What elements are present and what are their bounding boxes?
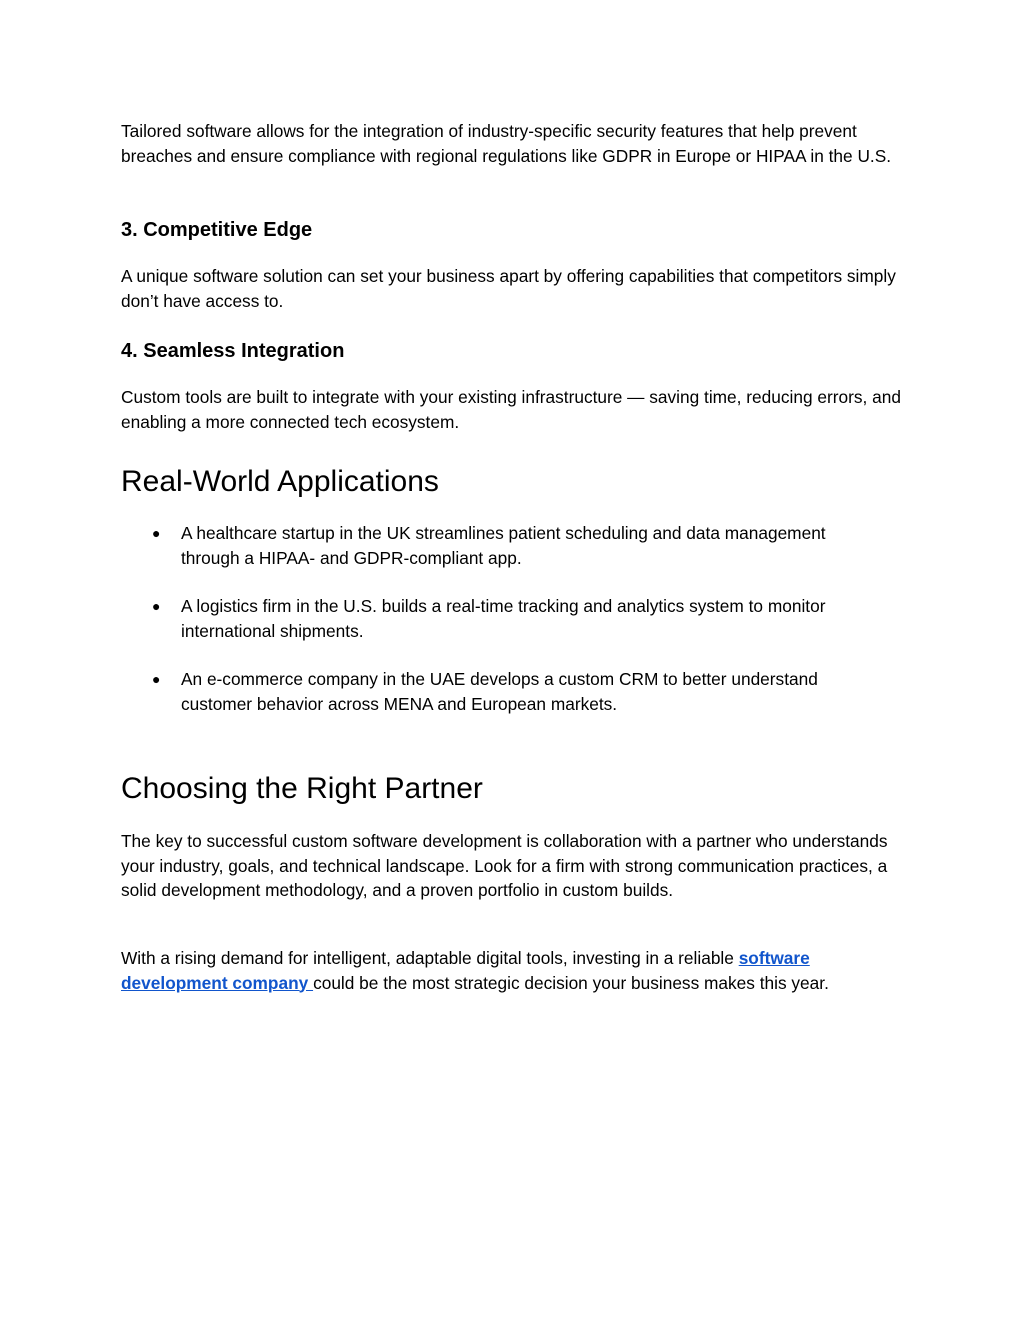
closing-text-after-link: could be the most strategic decision your business makes this year. [313, 972, 829, 993]
heading-real-world-applications: Real-World Applications [121, 465, 439, 498]
bullet-icon: ● [152, 598, 161, 614]
list-item-text: A healthcare startup in the UK streamlines patient scheduling and data management through a HIPAA- and GDPR-compliant app. [181, 523, 826, 568]
list-item-text: A logistics firm in the U.S. builds a real-time tracking and analytics system to monitor international shipments. [181, 596, 826, 641]
closing-paragraph [121, 946, 911, 995]
list-item-text: An e-commerce company in the UAE develops a custom CRM to better understand customer behavior across MENA and European markets. [181, 669, 818, 714]
bullet-icon: ● [152, 525, 161, 541]
heading-choosing-partner: Choosing the Right Partner [121, 772, 483, 805]
seamless-integration-body: Custom tools are built to integrate with your existing infrastructure — saving time, reducing errors, and enabling a more connected tech ecosystem. [121, 387, 901, 432]
intro-paragraph: Tailored software allows for the integration of industry-specific security features that help prevent breaches and ensure compliance with regional regulations like GDPR in Europe or HIPAA in the U.S. [121, 121, 892, 166]
software-development-company-link[interactable]: software development company [121, 948, 810, 993]
closing-text-before-link: With a rising demand for intelligent, adaptable digital tools, investing in a reliable [121, 948, 739, 968]
partner-body: The key to successful custom software development is collaboration with a partner who understands your industry, goals, and technical landscape. Look for a firm with strong communication practices, a solid development methodology, and a proven portfolio in custom builds. [121, 831, 888, 900]
heading-competitive-edge: 3. Competitive Edge [121, 219, 313, 241]
heading-seamless-integration: 4. Seamless Integration [121, 340, 345, 362]
competitive-edge-body: A unique software solution can set your business apart by offering capabilities that competitors simply don’t have access to. [121, 266, 896, 311]
bullet-icon: ● [152, 671, 161, 687]
